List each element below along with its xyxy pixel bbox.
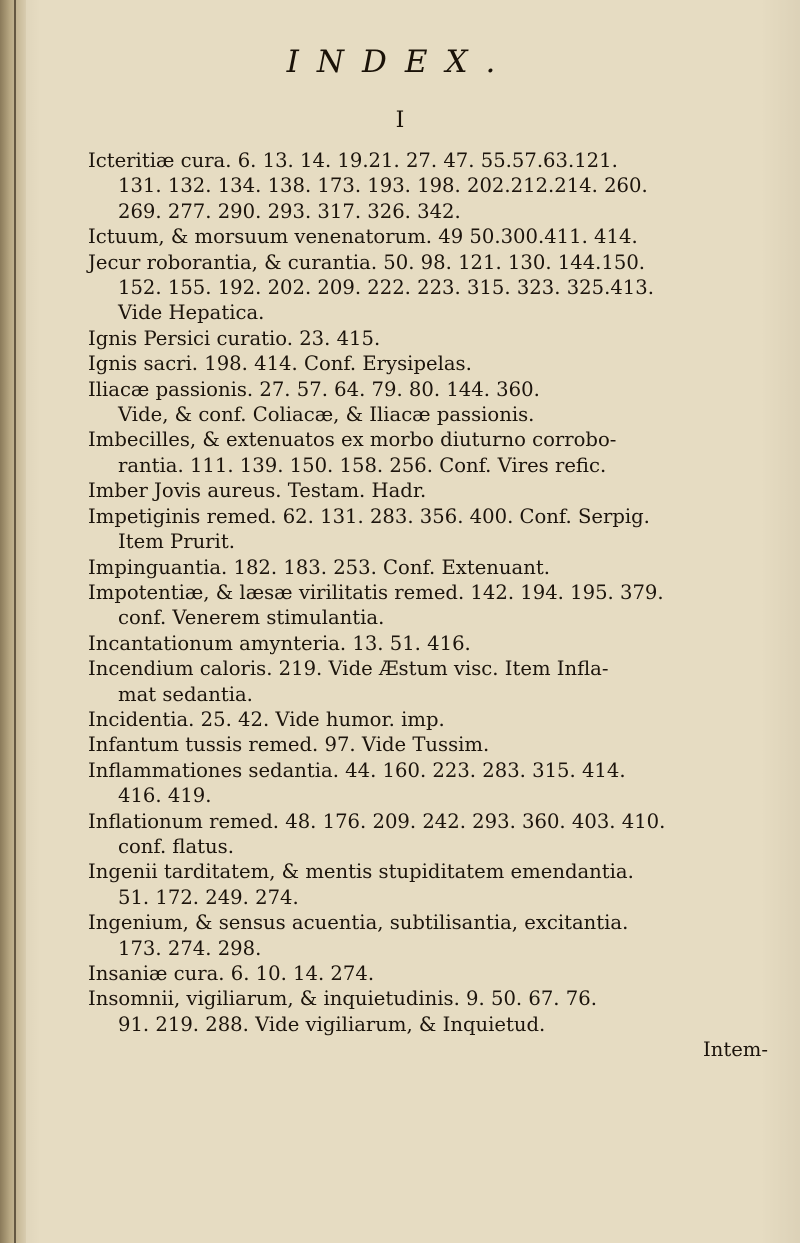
index-entries bbox=[88, 148, 788, 1063]
entry-line: Inflationum remed. 48. 176. 209. 242. 293. 360. 403. 410. bbox=[88, 809, 666, 833]
entry-line: Insaniæ cura. 6. 10. 14. 274. bbox=[88, 962, 375, 985]
entry-line: Vide, & conf. Coliacæ, & Iliacæ passionis. bbox=[118, 403, 535, 427]
index-entry bbox=[88, 250, 788, 326]
entry-line: 131. 132. 134. 138. 173. 193. 198. 202.212.214. 260. bbox=[118, 174, 648, 198]
entry-line: 416. 419. bbox=[118, 784, 212, 808]
entry-line: Iliacæ passionis. 27. 57. 64. 79. 80. 144. 360. bbox=[88, 377, 540, 401]
entry-line: Ictuum, & morsuum venenatorum. 49 50.300.411. 414. bbox=[88, 225, 638, 249]
entry-line: 173. 274. 298. bbox=[118, 936, 262, 960]
entry-line: Jecur roborantia, & curantia. 50. 98. 121. 130. 144.150. bbox=[88, 250, 646, 274]
index-entry bbox=[88, 427, 788, 478]
index-entry bbox=[88, 986, 788, 1037]
entry-line: Vide Hepatica. bbox=[118, 301, 265, 325]
index-entry bbox=[88, 351, 788, 376]
index-entry bbox=[88, 707, 788, 732]
entry-line: Icteritiæ cura. 6. 13. 14. 19.21. 27. 47. 55.57.63.121. bbox=[88, 149, 618, 172]
entry-line: mat sedantia. bbox=[118, 682, 253, 706]
index-entry bbox=[88, 478, 788, 503]
page-binding bbox=[0, 0, 26, 1243]
catchword-row bbox=[88, 1037, 788, 1062]
index-entry bbox=[88, 580, 788, 631]
index-entry bbox=[88, 758, 788, 809]
entry-line: Ingenii tarditatem, & mentis stupiditatem emendantia. bbox=[88, 860, 634, 884]
index-entry bbox=[88, 859, 788, 910]
entry-line: Inflammationes sedantia. 44. 160. 223. 283. 315. 414. bbox=[88, 758, 626, 782]
entry-line: Impotentiæ, & læsæ virilitatis remed. 142. 194. 195. 379. bbox=[88, 580, 664, 604]
entry-line: 269. 277. 290. 293. 317. 326. 342. bbox=[118, 199, 461, 223]
entry-line: Incidentia. 25. 42. Vide humor. imp. bbox=[88, 707, 445, 731]
entry-line: Impinguantia. 182. 183. 253. Conf. Extenuant. bbox=[88, 555, 550, 579]
entry-line: Incantationum amynteria. 13. 51. 416. bbox=[88, 631, 471, 655]
index-entry bbox=[88, 961, 788, 986]
entry-line: rantia. 111. 139. 150. 158. 256. Conf. Vires refic. bbox=[118, 453, 607, 477]
index-entry bbox=[88, 555, 788, 580]
index-entry bbox=[88, 504, 788, 555]
section-letter: I bbox=[395, 108, 405, 133]
entry-line: 51. 172. 249. 274. bbox=[118, 885, 299, 909]
index-entry bbox=[88, 631, 788, 656]
index-entry bbox=[88, 148, 788, 224]
binding-edge bbox=[14, 0, 16, 1243]
entry-line: Insomnii, vigiliarum, & inquietudinis. 9. 50. 67. 76. bbox=[88, 987, 597, 1011]
entry-line: 152. 155. 192. 202. 209. 222. 223. 315. 323. 325.413. bbox=[118, 276, 654, 300]
entry-line: conf. flatus. bbox=[118, 834, 234, 858]
catchword: Intem- bbox=[702, 1038, 768, 1062]
entry-line: Imber Jovis aureus. Testam. Hadr. bbox=[88, 479, 427, 503]
entry-line: Ignis sacri. 198. 414. Conf. Erysipelas. bbox=[88, 352, 472, 376]
index-entry bbox=[88, 326, 788, 351]
entry-line: Impetiginis remed. 62. 131. 283. 356. 400. Conf. Serpig. bbox=[88, 504, 650, 528]
index-entry bbox=[88, 656, 788, 707]
entry-line: Incendium caloris. 219. Vide Æstum visc. Item Infla- bbox=[88, 657, 609, 681]
index-entry bbox=[88, 732, 788, 757]
entry-line: Infantum tussis remed. 97. Vide Tussim. bbox=[88, 733, 490, 757]
entry-line: Imbecilles, & extenuatos ex morbo diuturno corrobo- bbox=[88, 428, 617, 452]
entry-line: conf. Venerem stimulantia. bbox=[118, 606, 385, 630]
entry-line: Ignis Persici curatio. 23. 415. bbox=[88, 326, 381, 350]
entry-line: 91. 219. 288. Vide vigiliarum, & Inquietud. bbox=[118, 1012, 546, 1036]
index-entry bbox=[88, 910, 788, 961]
index-entry bbox=[88, 377, 788, 428]
page-title: INDEX. bbox=[286, 44, 514, 80]
entry-line: Item Prurit. bbox=[118, 530, 235, 554]
index-entry bbox=[88, 224, 788, 249]
index-entry bbox=[88, 809, 788, 860]
entry-line: Ingenium, & sensus acuentia, subtilisantia, excitantia. bbox=[88, 911, 629, 935]
